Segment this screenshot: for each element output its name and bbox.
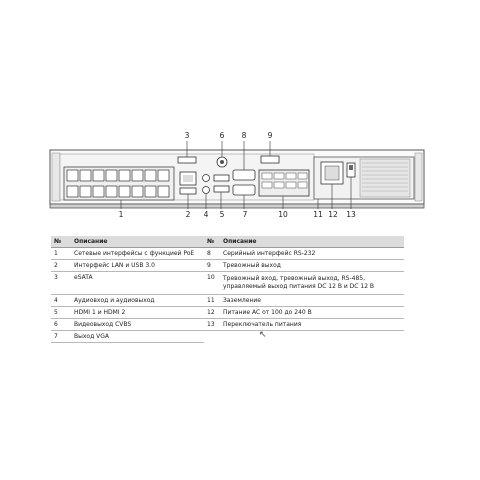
row-description: Тревожный вход, тревожный выход, RS-485, управляемый выход питания DC 12 В и DC 12 В — [220, 272, 404, 295]
row-description: Питание AC от 100 до 240 В — [220, 307, 404, 319]
header-num: № — [51, 236, 71, 248]
header-num: № — [204, 236, 220, 248]
row-number: 9 — [204, 260, 220, 272]
row-number: 5 — [51, 307, 71, 319]
callout-13: 13 — [346, 210, 356, 219]
row-number: 12 — [204, 307, 220, 319]
row-description — [220, 331, 404, 343]
row-number: 10 — [204, 272, 220, 295]
row-number: 6 — [51, 319, 71, 331]
row-description: Интерфейс LAN и USB 3.0 — [71, 260, 204, 272]
row-number: 7 — [51, 331, 71, 343]
row-number: 13 — [204, 319, 220, 331]
table-row — [51, 307, 404, 319]
callout-10: 10 — [278, 210, 288, 219]
callout-5: 5 — [219, 210, 225, 219]
row-description: Тревожный выход — [220, 260, 404, 272]
callout-7: 7 — [242, 210, 248, 219]
row-number: 1 — [51, 248, 71, 260]
table-row — [51, 319, 404, 331]
spec-table — [51, 236, 404, 343]
row-description: Видеовыход CVBS — [71, 319, 204, 331]
callout-11: 11 — [313, 210, 323, 219]
row-description: HDMI 1 и HDMI 2 — [71, 307, 204, 319]
callout-1: 1 — [118, 210, 124, 219]
callout-9: 9 — [267, 131, 273, 140]
table-row — [51, 331, 404, 343]
row-number: 4 — [51, 295, 71, 307]
callout-8: 8 — [241, 131, 247, 140]
header-desc: Описание — [220, 236, 404, 248]
callout-3: 3 — [184, 131, 190, 140]
row-number — [204, 331, 220, 343]
callout-12: 12 — [328, 210, 338, 219]
row-description: Заземление — [220, 295, 404, 307]
callout-labels — [0, 0, 480, 230]
callout-2: 2 — [185, 210, 191, 219]
callout-6: 6 — [219, 131, 225, 140]
table-row — [51, 272, 404, 295]
mouse-cursor-icon: ↖ — [259, 330, 267, 340]
table-header-row — [51, 236, 404, 248]
table-row — [51, 248, 404, 260]
row-number: 8 — [204, 248, 220, 260]
callout-4: 4 — [203, 210, 209, 219]
row-description: Выход VGA — [71, 331, 204, 343]
row-description: Переключатель питания — [220, 319, 404, 331]
row-number: 2 — [51, 260, 71, 272]
row-description: Серийный интерфейс RS-232 — [220, 248, 404, 260]
row-description: Аудиовход и аудиовыход — [71, 295, 204, 307]
row-number: 3 — [51, 272, 71, 295]
table-row — [51, 260, 404, 272]
row-description: eSATA — [71, 272, 204, 295]
row-number: 11 — [204, 295, 220, 307]
row-description: Сетевые интерфейсы с функцией PoE — [71, 248, 204, 260]
table-row — [51, 295, 404, 307]
header-desc: Описание — [71, 236, 204, 248]
